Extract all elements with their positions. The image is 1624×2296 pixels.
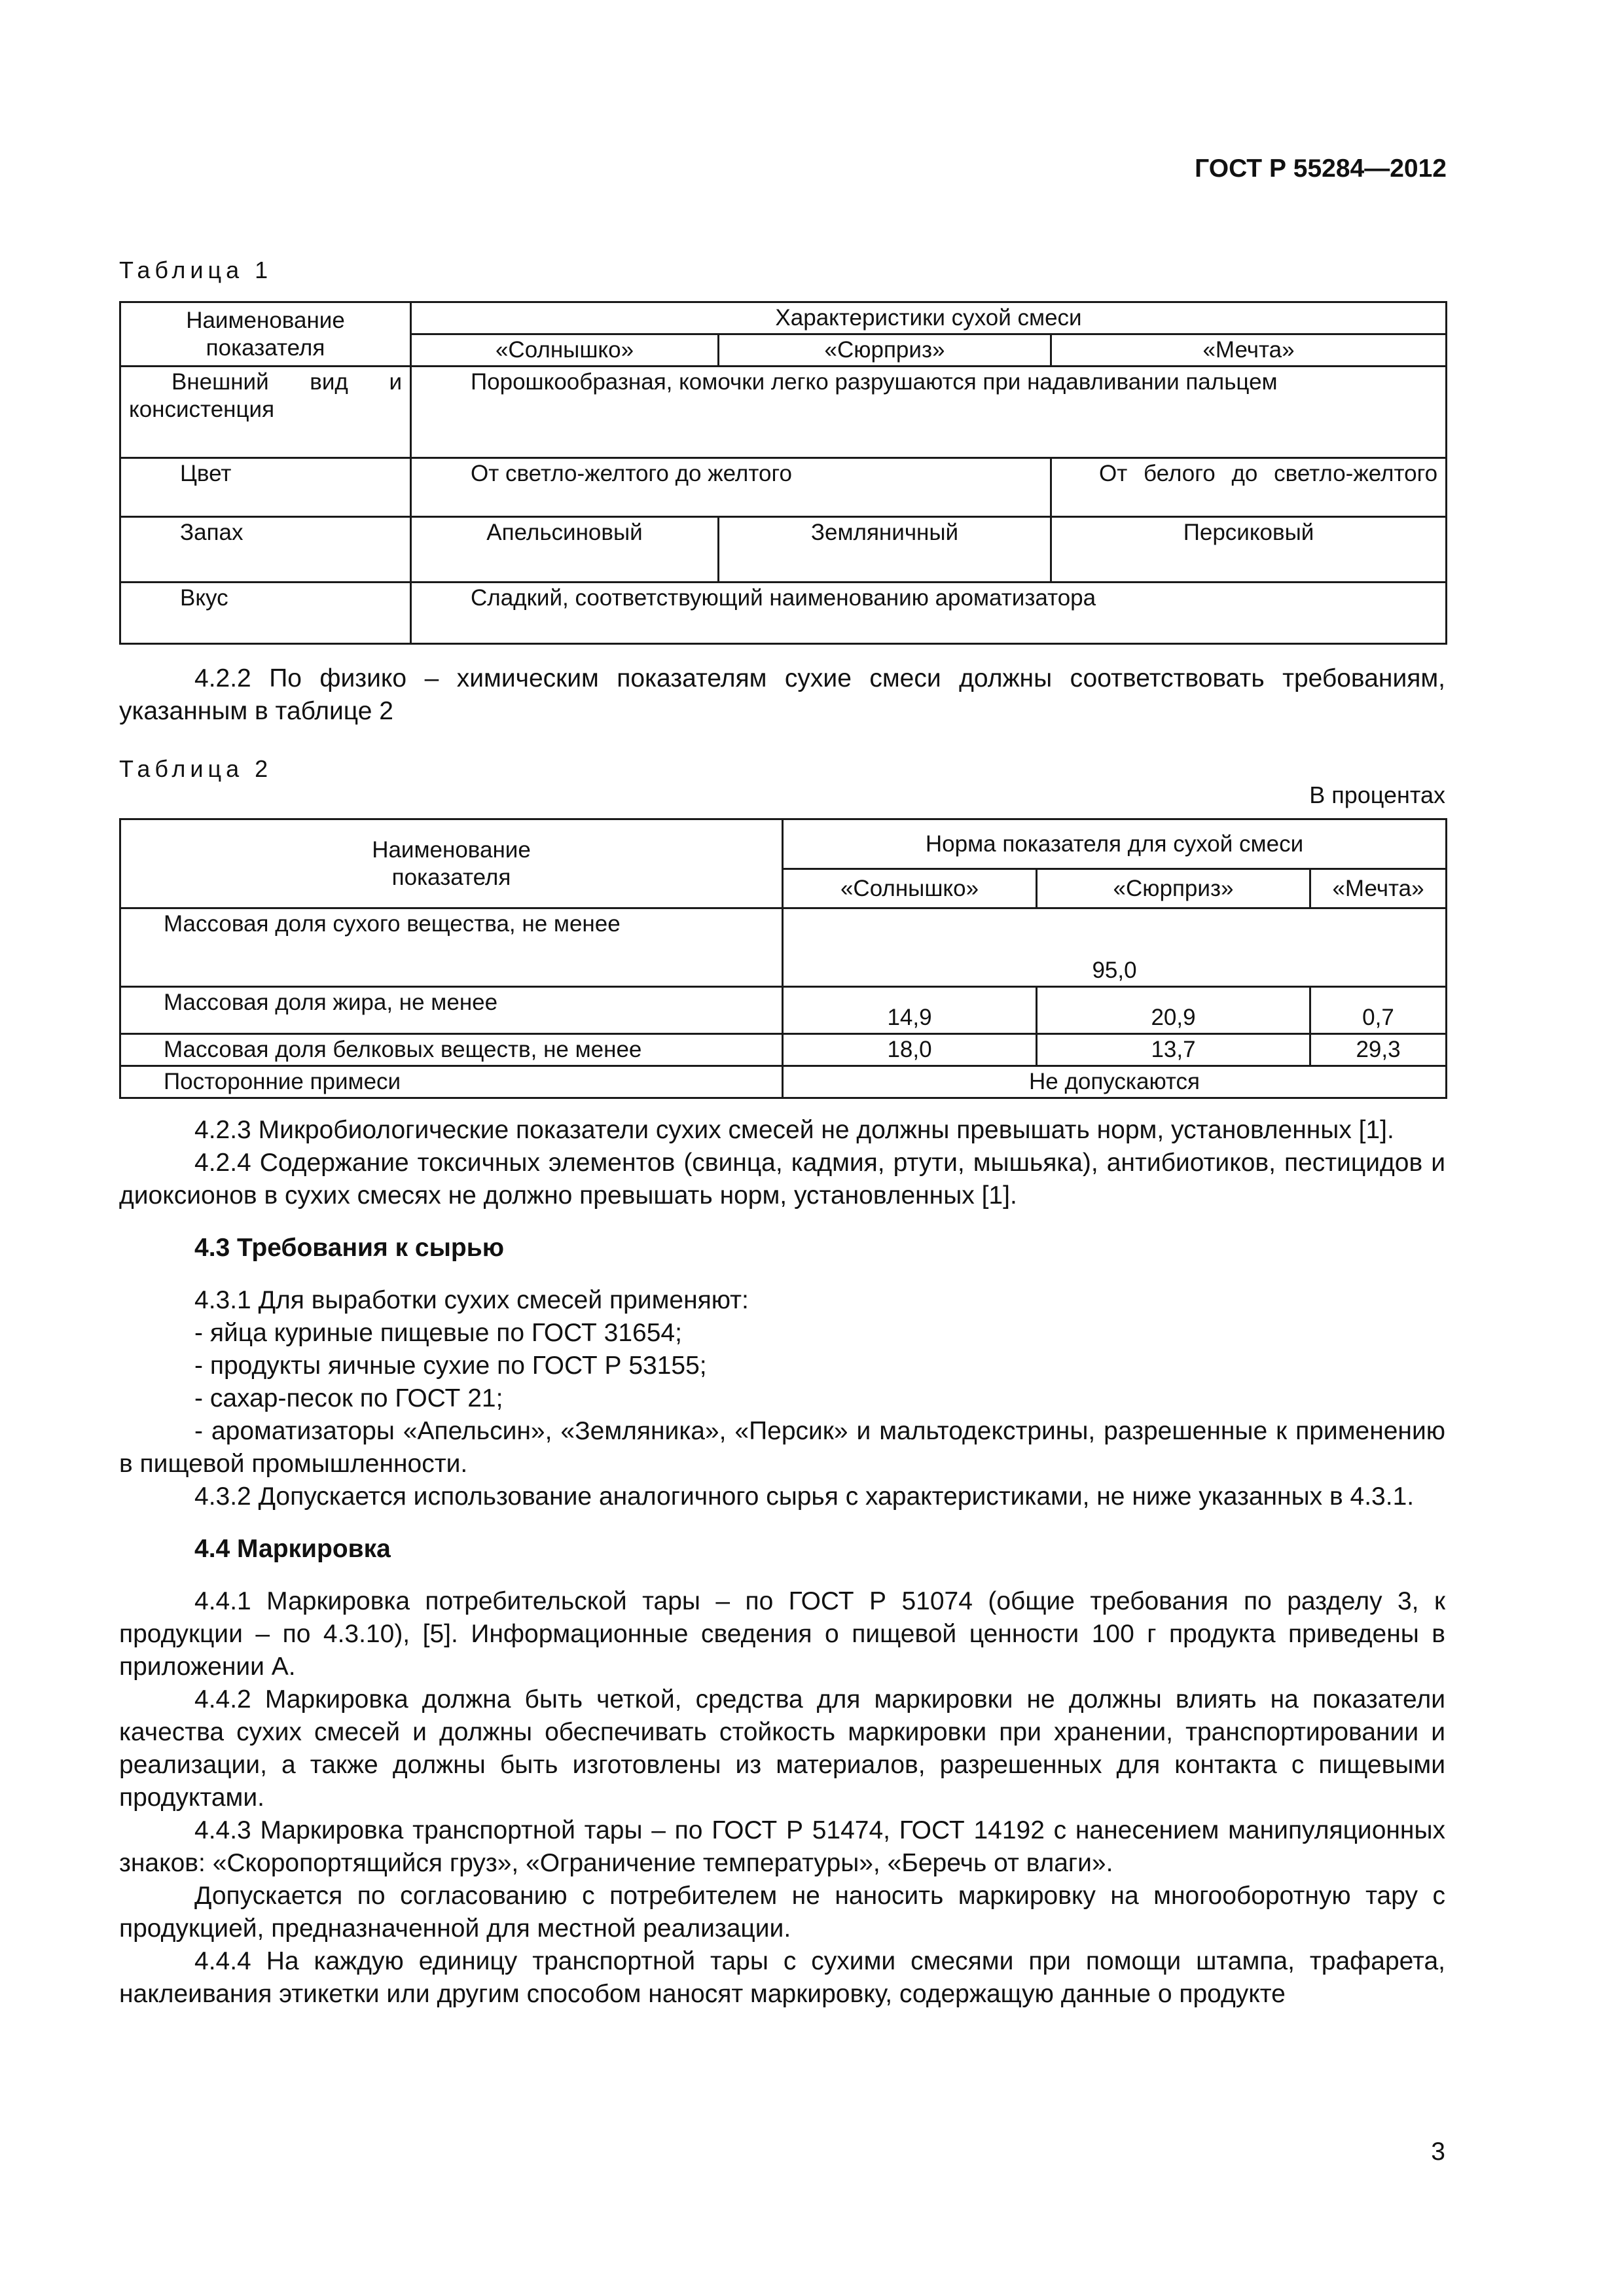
table1-row-name: Запах	[120, 517, 411, 583]
table1-product-header: «Мечта»	[1051, 334, 1447, 367]
list-item: - продукты яичные сухие по ГОСТ Р 53155;	[194, 1352, 707, 1380]
table1-cell: Сладкий, соответствующий наименованию ароматизатора	[411, 583, 1447, 644]
table2-product-header: «Мечта»	[1310, 869, 1447, 908]
list-item: - ароматизаторы «Апельсин», «Земляника», «Персик» и мальтодекстрины, разрешенные к применению в пищевой промышленности.	[119, 1417, 1445, 1478]
table1-header-group: Характеристики сухой смеси	[411, 302, 1447, 334]
paragraph-4-4-3: 4.4.3 Маркировка транспортной тары – по ГОСТ Р 51474, ГОСТ 14192 с нанесением манипуляционных знаков: «Скоропортящийся груз», «Ограничение температуры», «Беречь от влаги».	[119, 1816, 1445, 1877]
paragraph-4-4-1: 4.4.1 Маркировка потребительской тары – по ГОСТ Р 51074 (общие требования по разделу 3, к продукции – по 4.3.10), [5]. Информационные сведения о пищевой ценности 100 г продукта приведены в приложении А.	[119, 1587, 1445, 1681]
paragraph-4-4-4: 4.4.4 На каждую единицу транспортной тары с сухими смесями при помощи штампа, трафарета, наклеивания этикетки или другим способом наносят маркировку, содержащую данные о продукте	[119, 1947, 1445, 2008]
table2-cell: 29,3	[1310, 1034, 1447, 1066]
table1-row-name: Вкус	[120, 583, 411, 644]
table1-cell: Апельсиновый	[411, 517, 719, 583]
paragraph-4-2-2: 4.2.2 По физико – химическим показателям сухие смеси должны соответствовать требованиям, указанным в таблице 2	[119, 664, 1445, 725]
table2-row-name: Массовая доля сухого вещества, не менее	[120, 908, 783, 987]
table2-row-name: Посторонние примеси	[120, 1066, 783, 1098]
paragraph-4-3-1: 4.3.1 Для выработки сухих смесей применяют:	[194, 1286, 749, 1314]
paragraph-4-3-2: 4.3.2 Допускается использование аналогичного сырья с характеристиками, не ниже указанных в 4.3.1.	[194, 1482, 1415, 1511]
paragraph-4-4-2: 4.4.2 Маркировка должна быть четкой, средства для маркировки не должны влиять на показатели качества сухих смесей и должны обеспечивать стойкость маркировки при хранении, транспортировании и реализации, а также должны быть изготовлены из материалов, разрешенных для контакта с пищевыми продуктами.	[119, 1685, 1445, 1812]
table1-cell: От светло-желтого до желтого	[411, 458, 1051, 517]
table2	[119, 818, 1447, 1099]
table1-row-name: Внешний вид и консистенция	[120, 367, 411, 458]
table2-row-name: Массовая доля белковых веществ, не менее	[120, 1034, 783, 1066]
table2-cell: 0,7	[1310, 987, 1447, 1034]
document-header: ГОСТ Р 55284—2012	[1195, 154, 1447, 183]
table2-product-header: «Сюрприз»	[1037, 869, 1310, 908]
table2-cell-merged: Не допускаются	[783, 1066, 1447, 1098]
table1-row-name: Цвет	[120, 458, 411, 517]
table1-product-header: «Сюрприз»	[719, 334, 1051, 367]
table2-cell: 14,9	[783, 987, 1037, 1034]
paragraph-4-2-3: 4.2.3 Микробиологические показатели сухих смесей не должны превышать норм, установленных [1].	[194, 1116, 1394, 1144]
table2-unit-note: В процентах	[1309, 781, 1445, 808]
table1-product-header: «Солнышко»	[411, 334, 719, 367]
main-text	[119, 1114, 1445, 2011]
table1-cell: Персиковый	[1051, 517, 1447, 583]
table1	[119, 301, 1447, 645]
table1-header-name: Наименование показателя	[120, 302, 411, 367]
table1-cell: Порошкообразная, комочки легко разрушаются при надавливании пальцем	[411, 367, 1447, 458]
section-heading-4-3: 4.3 Требования к сырью	[194, 1234, 505, 1262]
section-heading-4-4: 4.4 Маркировка	[194, 1535, 391, 1563]
paragraph-4-4-3-note: Допускается по согласованию с потребителем не наносить маркировку на многооборотную тару с продукцией, предназначенной для местной реализации.	[119, 1882, 1445, 1943]
list-item: - сахар-песок по ГОСТ 21;	[194, 1384, 503, 1412]
table2-cell: 20,9	[1037, 987, 1310, 1034]
table2-product-header: «Солнышко»	[783, 869, 1037, 908]
table2-cell-merged: 95,0	[783, 908, 1447, 987]
table2-row-name: Массовая доля жира, не менее	[120, 987, 783, 1034]
table1-caption: Таблица 1	[119, 257, 273, 283]
table2-header-name: Наименование показателя	[120, 819, 783, 908]
paragraph-4-2-4: 4.2.4 Содержание токсичных элементов (свинца, кадмия, ртути, мышьяка), антибиотиков, пестицидов и диоксионов в сухих смесях не должно превышать норм, установленных [1].	[119, 1149, 1445, 1210]
table2-caption: Таблица 2	[119, 755, 273, 782]
table2-cell: 13,7	[1037, 1034, 1310, 1066]
table1-cell: Земляничный	[719, 517, 1051, 583]
table2-header-group: Норма показателя для сухой смеси	[783, 819, 1447, 869]
table1-cell: От белого до светло-желтого	[1051, 458, 1447, 517]
table2-cell: 18,0	[783, 1034, 1037, 1066]
list-item: - яйца куриные пищевые по ГОСТ 31654;	[194, 1319, 682, 1347]
page-number: 3	[1431, 2138, 1445, 2166]
